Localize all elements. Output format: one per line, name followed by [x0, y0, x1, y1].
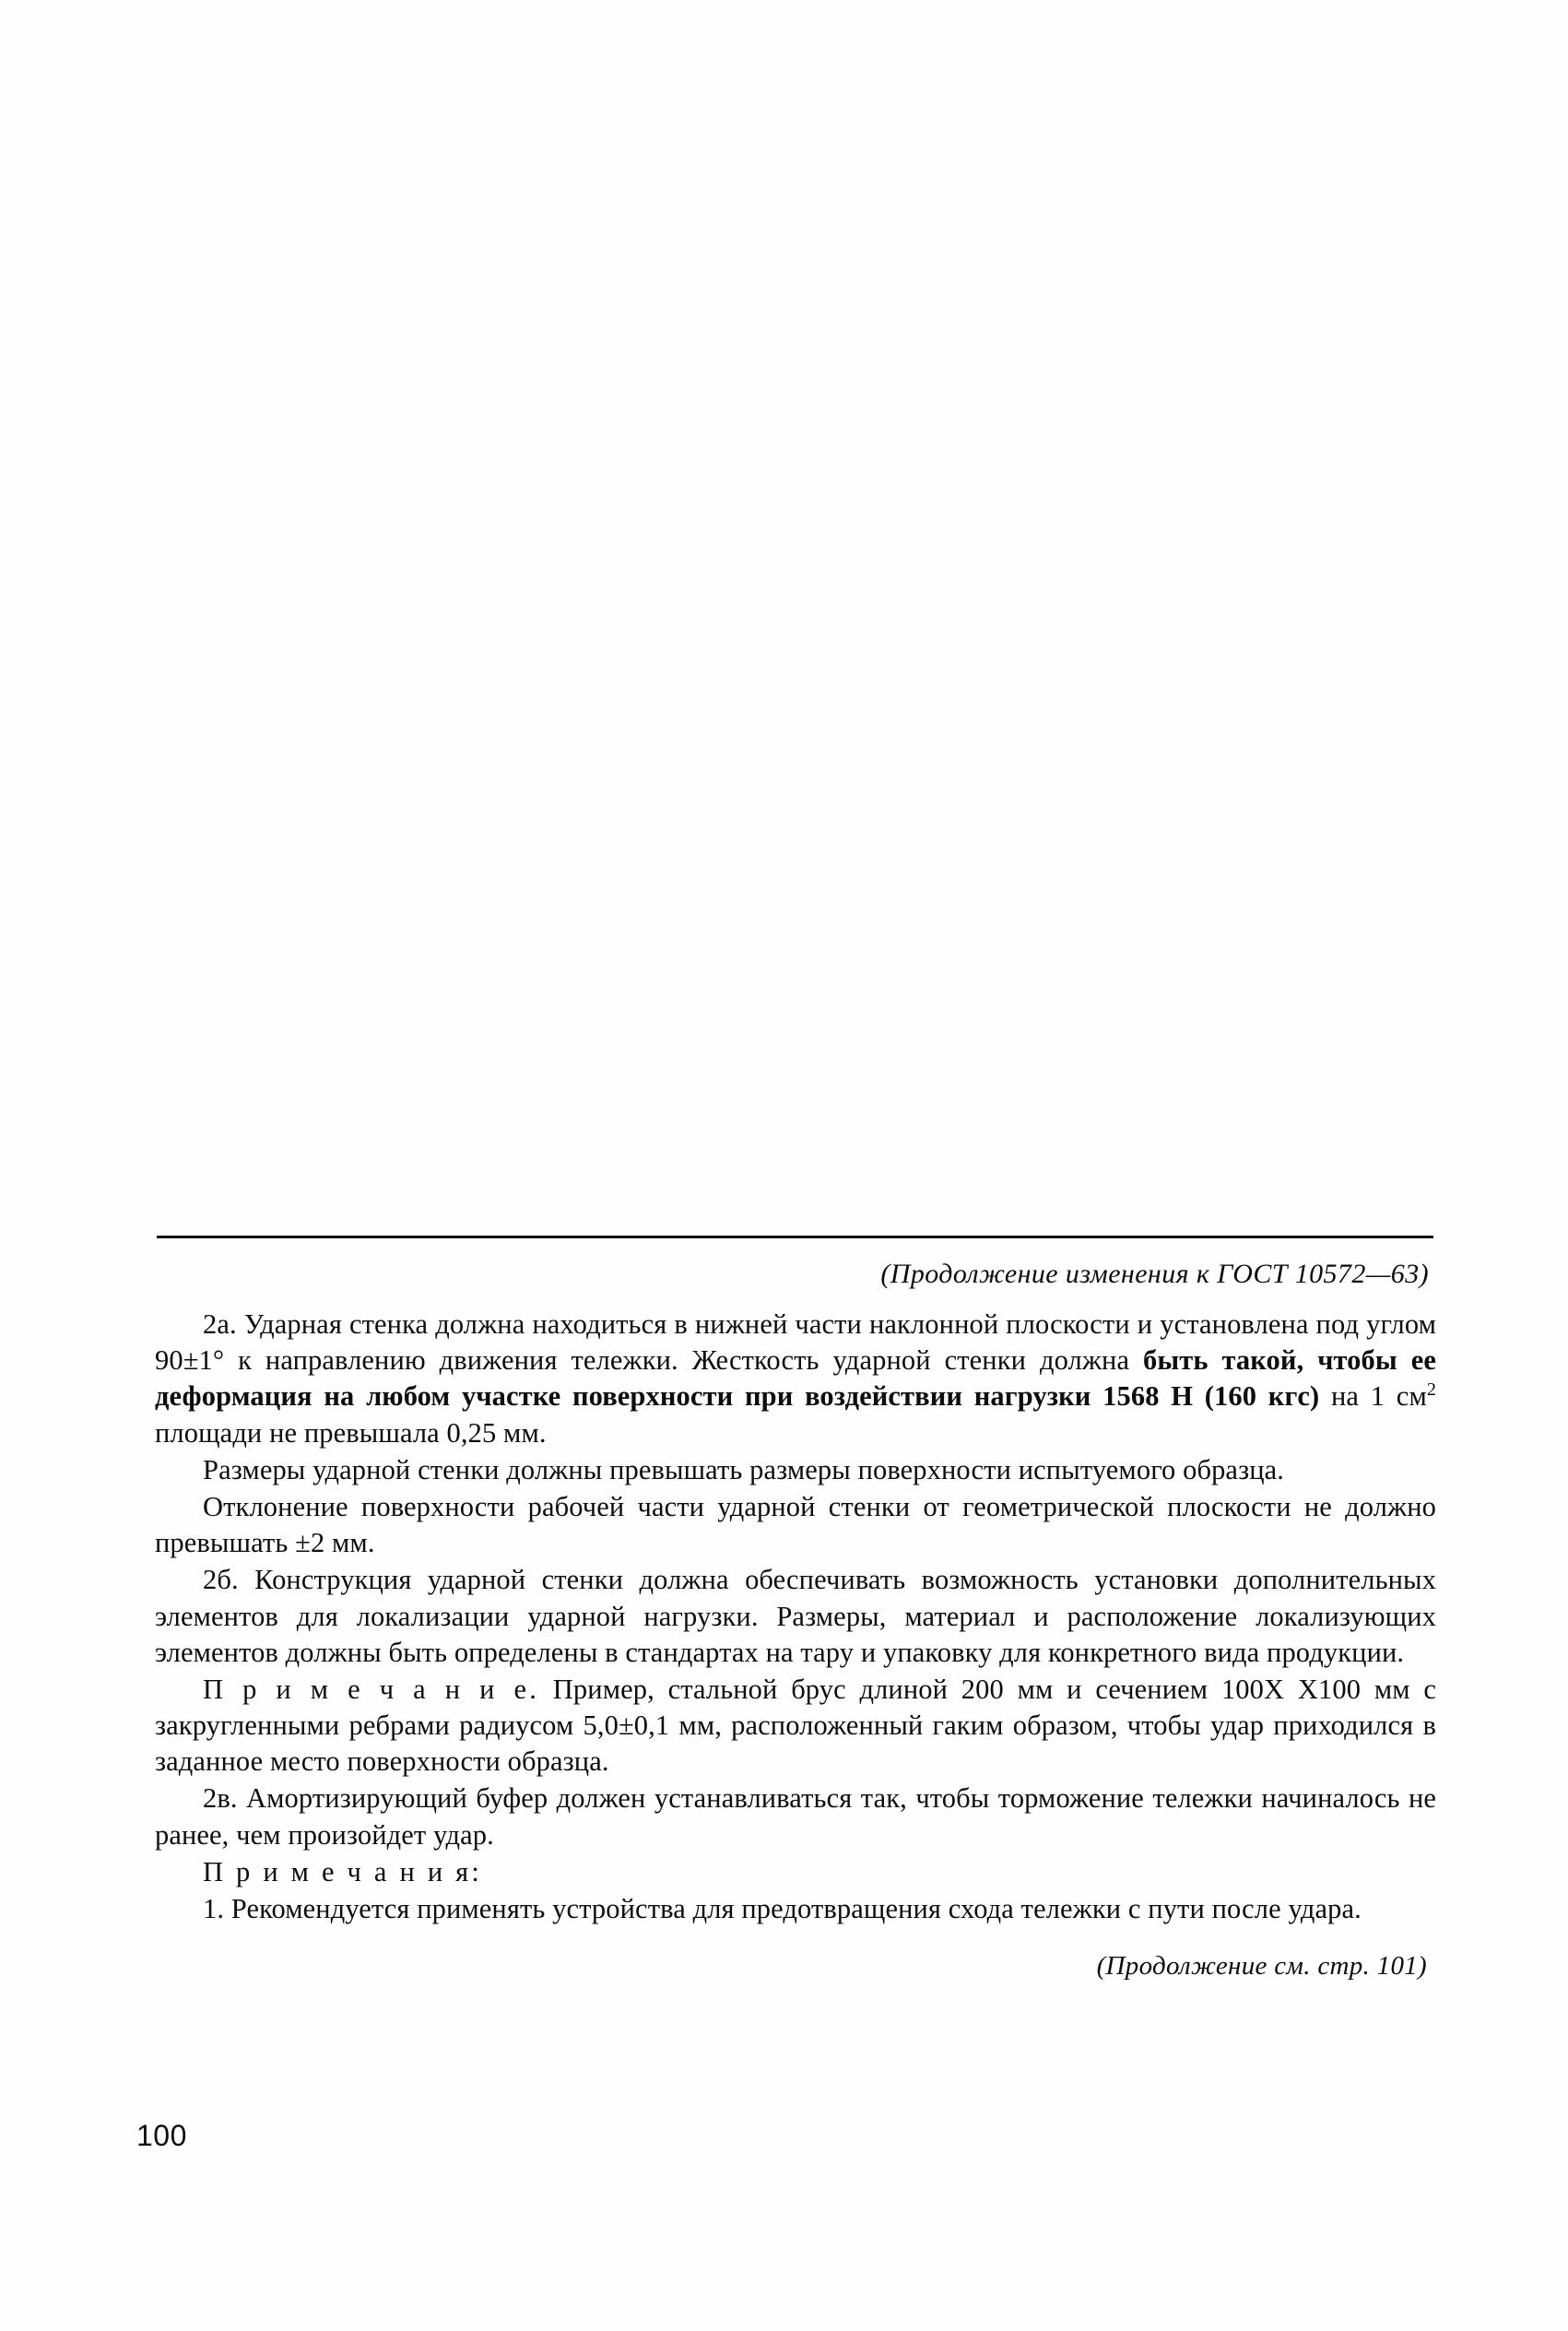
- clause-2a-text-part-5: площади не превышала 0,25 мм.: [155, 1416, 547, 1449]
- paragraph-clause-2b: [155, 1562, 1436, 1671]
- clause-2a-text-part-3: на 1 см: [1319, 1380, 1427, 1413]
- clause-deviation-text: Отклонение поверхности рабочей части ударной стенки от геометрической плоскости не должно превышать ±2 мм.: [155, 1490, 1436, 1559]
- clause-2a-text-part-1: 2а. Ударная стенка должна находиться в нижней части наклонной плоскости и установлена под углом 90±1° к направлению движения тележки. Жесткость ударной стенки должна: [155, 1308, 1436, 1377]
- continuation-footer: (Продолжение см. стр. 101): [1096, 1951, 1427, 1982]
- paragraph-notes-heading: [155, 1854, 1436, 1890]
- clause-2b-text: 2б. Конструкция ударной стенки должна обеспечивать возможность установки дополнительных элементов для локализации ударной нагрузки. Размеры, материал и расположение локализующих элементов должны быть определены в стандартах на тару и упаковку для конкретного вида продукции.: [155, 1564, 1436, 1668]
- paragraph-note-1: [155, 1891, 1436, 1927]
- paragraph-clause-size: [155, 1452, 1436, 1488]
- page-content: [155, 1236, 1436, 1982]
- continuation-header: (Продолжение изменения к ГОСТ 10572—63): [880, 1259, 1429, 1289]
- paragraph-clause-2a: [155, 1307, 1436, 1451]
- note-1-text: 1. Рекомендуется применять устройства для предотвращения схода тележки с пути после удара.: [203, 1893, 1362, 1924]
- paragraph-clause-deviation: [155, 1489, 1436, 1561]
- clause-size-text: Размеры ударной стенки должны превышать размеры поверхности испытуемого образца.: [203, 1453, 1285, 1485]
- note-single-text: Пример, стальной брус длиной 200 мм и сечением 100Х Х100 мм с закругленными ребрами радиусом 5,0±0,1 мм, расположенный гаким образом, чтобы удар приходился в заданное место поверхности образца.: [155, 1673, 1437, 1778]
- note-single-label: П р и м е ч а н и е.: [203, 1673, 540, 1705]
- paragraph-clause-2v: [155, 1781, 1436, 1852]
- horizontal-rule: [157, 1236, 1433, 1238]
- clause-2a-text-bold: быть такой, чтобы ее деформация на любом участке поверхности при воздействии нагрузки 1568 Н (160 кгс): [155, 1344, 1436, 1413]
- paragraph-note-single: [155, 1672, 1436, 1781]
- notes-heading-label: П р и м е ч а н и я:: [203, 1855, 483, 1887]
- clause-2a-superscript: 2: [1426, 1379, 1436, 1401]
- page-number: 100: [136, 2119, 187, 2152]
- clause-2v-text: 2в. Амортизирующий буфер должен устанавливаться так, чтобы торможение тележки начиналось не ранее, чем произойдет удар.: [155, 1782, 1436, 1851]
